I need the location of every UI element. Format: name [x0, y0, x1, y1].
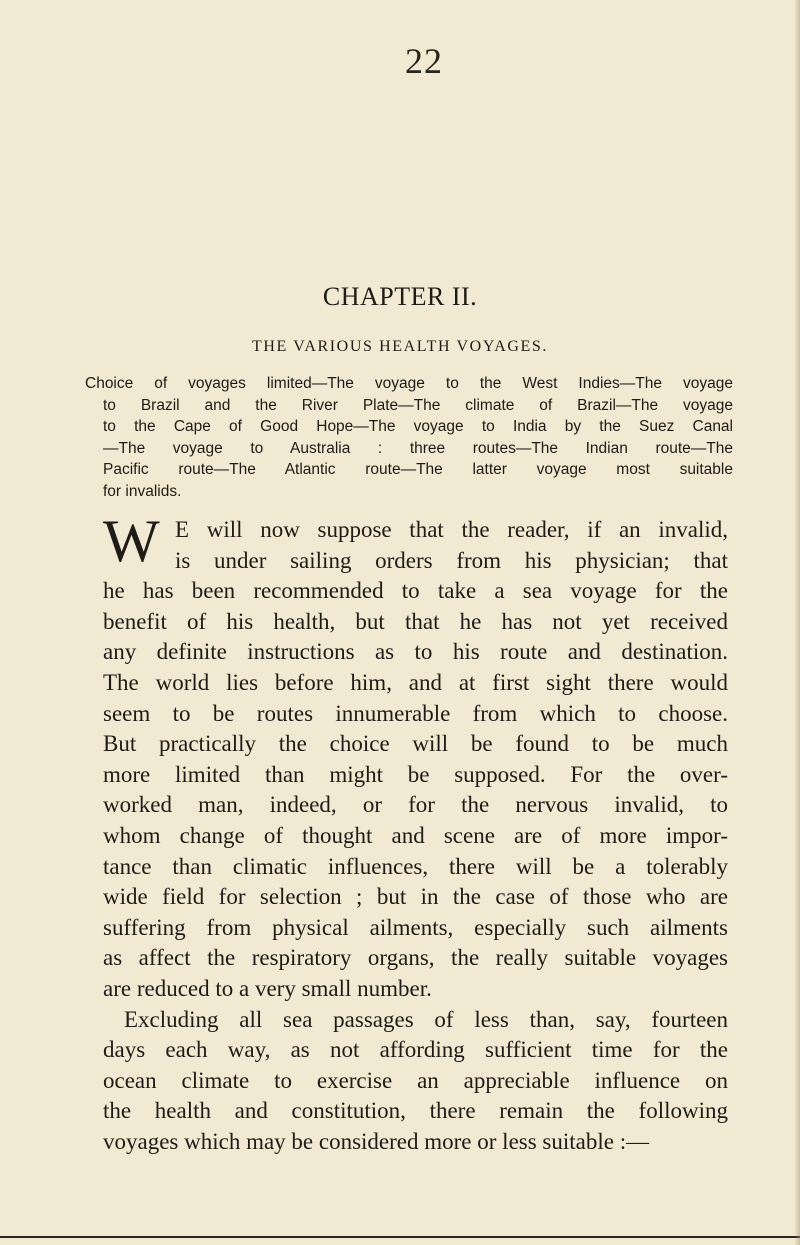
synopsis-line: to the Cape of Good Hope—The voyage to India by the Suez Canal: [103, 418, 733, 435]
body-line: he has been recommended to take a sea voyage for the: [103, 578, 728, 604]
page-bottom-edge: [0, 1236, 800, 1238]
body-line: are reduced to a very small number.: [103, 975, 432, 1001]
drop-cap: W: [103, 508, 160, 574]
page-number: 22: [405, 41, 443, 81]
synopsis-line: for invalids.: [103, 482, 182, 500]
body-line: suffering from physical ailments, especially such ailments: [103, 914, 728, 940]
synopsis-line: —The voyage to Australia : three routes—The Indian route—The: [103, 439, 733, 457]
body-line: days each way, as not affording sufficient time for the: [103, 1037, 728, 1063]
body-line: is under sailing orders from his physician; that: [175, 547, 728, 573]
synopsis-line: to Brazil and the River Plate—The climate of Brazil—The voyage: [103, 396, 733, 414]
body-line: as affect the respiratory organs, the really suitable voyages: [103, 945, 728, 971]
body-line: But practically the choice will be found to be much: [103, 731, 728, 757]
body-line: wide field for selection ; but in the case of those who are: [103, 884, 728, 910]
body-line: the health and constitution, there remain the following: [103, 1098, 728, 1124]
page-right-edge-shadow: [794, 0, 800, 1245]
body-line: benefit of his health, but that he has not yet received: [103, 608, 728, 634]
body-line: any definite instructions as to his route and destination.: [103, 639, 728, 665]
body-line: Excluding all sea passages of less than, say, fourteen: [124, 1006, 728, 1032]
synopsis-line: Pacific route—The Atlantic route—The latter voyage most suitable: [103, 461, 733, 478]
chapter-synopsis: [85, 373, 733, 502]
body-line: ocean climate to exercise an appreciable influence on: [103, 1067, 728, 1093]
chapter-heading: CHAPTER II.: [322, 282, 478, 311]
body-line: voyages which may be considered more or less suitable :—: [103, 1128, 650, 1154]
synopsis-line: Choice of voyages limited—The voyage to the West Indies—The voyage: [85, 375, 733, 392]
body-line: worked man, indeed, or for the nervous invalid, to: [103, 792, 728, 818]
body-line: E will now suppose that the reader, if an invalid,: [175, 517, 728, 542]
body-line: The world lies before him, and at first sight there would: [103, 669, 728, 695]
body-line: whom change of thought and scene are of more impor-: [103, 822, 728, 848]
body-text: [103, 508, 728, 1157]
chapter-title: THE VARIOUS HEALTH VOYAGES.: [252, 338, 548, 355]
body-line: seem to be routes innumerable from which to choose.: [103, 700, 728, 726]
body-line: tance than climatic influences, there will be a tolerably: [103, 853, 728, 879]
body-line: more limited than might be supposed. For the over-: [103, 761, 728, 787]
opening-paragraph: [103, 508, 728, 576]
